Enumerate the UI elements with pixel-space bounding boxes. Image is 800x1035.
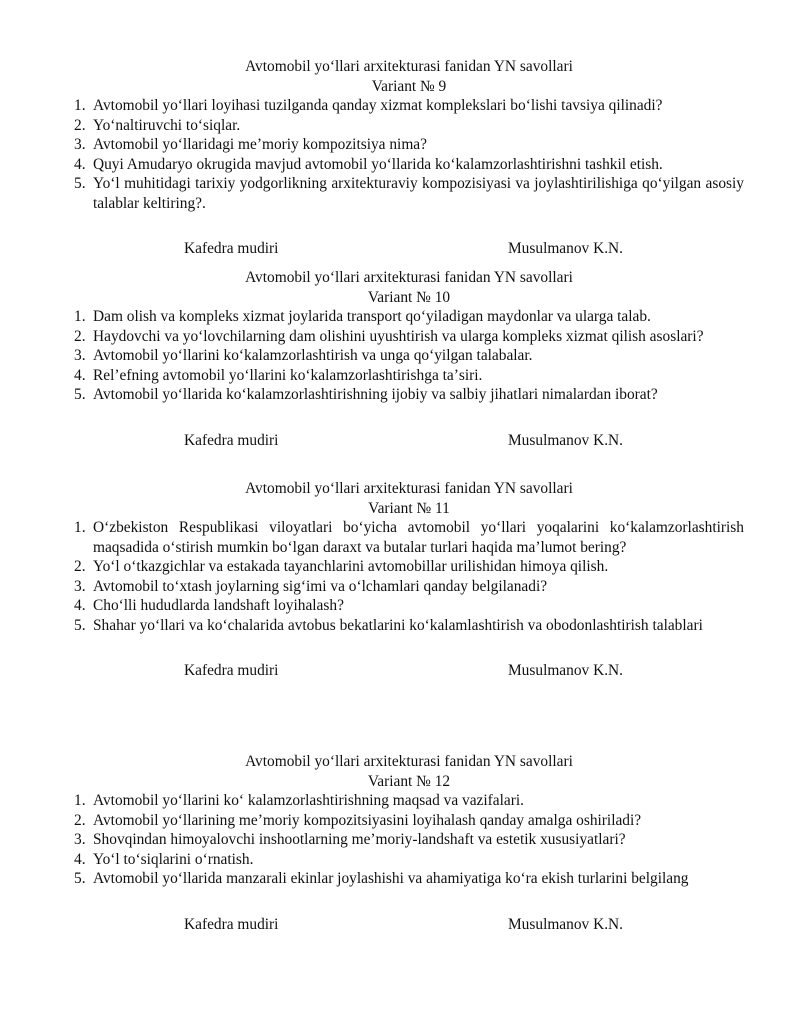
signature-line	[74, 239, 744, 259]
question-text: Shahar yoʻllari va koʻchalarida avtobus bekatlarini koʻkalamlashtirish va obodonlashtirish talablari	[93, 616, 703, 634]
question-text: Dam olish va kompleks xizmat joylarida transport qoʻyiladigan maydonlar va ularga talab.	[93, 308, 651, 325]
question-number: 4.	[74, 597, 86, 614]
question-item	[74, 577, 744, 597]
question-item	[74, 307, 744, 327]
question-item	[74, 811, 744, 831]
question-item	[74, 830, 744, 850]
question-number: 4.	[74, 850, 86, 868]
question-number: 3.	[74, 577, 86, 595]
signature-name: Musulmanov K.N.	[508, 915, 624, 933]
question-text: Relʼefning avtomobil yoʻllarini koʻkalamzorlashtirishga taʼsiri.	[93, 366, 483, 384]
signature-name: Musulmanov K.N.	[508, 431, 624, 449]
block-title: Avtomobil yoʻllari arxitekturasi fanidan YN savollari	[245, 58, 573, 75]
question-text: Avtomobil yoʻllarini koʻ kalamzorlashtirishning maqsad va vazifalari.	[93, 792, 524, 809]
question-text: Oʻzbekiston Respublikasi viloyatlari boʻyicha avtomobil yoʻllari yoqalarini koʻkalamzorlashtirish maqsadida oʻstirish mumkin boʻlgan daraxt va butalar turlari haqida maʼlumot bering?	[93, 519, 744, 556]
question-list	[74, 791, 744, 889]
block-title: Avtomobil yoʻllari arxitekturasi fanidan YN savollari	[245, 753, 573, 770]
question-text: Yoʻl toʻsiqlarini oʻrnatish.	[93, 850, 254, 868]
signature-role: Kafedra mudiri	[184, 431, 279, 449]
question-item	[74, 616, 744, 636]
variant-number: Variant № 12	[367, 772, 451, 790]
question-text: Avtomobil yoʻllaridagi meʼmoriy kompozitsiya nima?	[93, 136, 427, 153]
variant-number: Variant № 9	[371, 77, 447, 95]
signature-name: Musulmanov K.N.	[508, 662, 624, 679]
variant-number: Variant № 10	[367, 288, 451, 306]
question-number: 2.	[74, 558, 86, 575]
question-list	[74, 518, 744, 635]
variant-block-12	[74, 752, 744, 935]
question-item	[74, 791, 744, 811]
question-item	[74, 96, 744, 116]
variant-block-11	[74, 479, 744, 681]
variant-block-9	[74, 57, 744, 259]
question-number: 2.	[74, 116, 86, 134]
signature-role: Kafedra mudiri	[184, 240, 279, 257]
question-text: Yoʻnaltiruvchi toʻsiqlar.	[93, 116, 241, 134]
question-number: 5.	[74, 870, 86, 887]
question-text: Choʻlli hududlarda landshaft loyihalash?	[93, 597, 344, 614]
question-text: Yoʻl muhitidagi tarixiy yodgorlikning arxitekturaviy kompozisiyasi va joylashtirilishiga qoʻyilgan asosiy talablar keltiring?.	[93, 175, 744, 212]
question-number: 1.	[74, 97, 86, 114]
block-title: Avtomobil yoʻllari arxitekturasi fanidan YN savollari	[245, 480, 573, 497]
question-number: 3.	[74, 347, 86, 364]
question-number: 5.	[74, 616, 86, 634]
question-text: Shovqindan himoyalovchi inshootlarning meʼmoriy-landshaft va estetik xususiyatlari?	[93, 831, 626, 848]
question-number: 2.	[74, 811, 86, 829]
question-item	[74, 850, 744, 870]
signature-line	[74, 915, 744, 935]
signature-line	[74, 431, 744, 451]
question-item	[74, 174, 744, 213]
question-item	[74, 346, 744, 366]
variant-number: Variant № 11	[368, 499, 450, 517]
question-item	[74, 155, 744, 175]
question-item	[74, 327, 744, 347]
question-item	[74, 116, 744, 136]
question-list	[74, 307, 744, 405]
question-item	[74, 596, 744, 616]
question-text: Avtomobil yoʻllarini koʻkalamzorlashtirish va unga qoʻyilgan talabalar.	[93, 347, 533, 364]
signature-name: Musulmanov K.N.	[508, 240, 624, 257]
question-number: 5.	[74, 386, 86, 403]
question-number: 5.	[74, 175, 86, 192]
question-text: Quyi Amudaryo okrugida mavjud avtomobil yoʻllarida koʻkalamzorlashtirishni tashkil etish.	[93, 155, 663, 173]
question-number: 3.	[74, 136, 86, 153]
question-item	[74, 557, 744, 577]
question-text: Yoʻl oʻtkazgichlar va estakada tayanchlarini avtomobillar urilishidan himoya qilish.	[93, 558, 609, 575]
signature-role: Kafedra mudiri	[184, 662, 279, 679]
question-number: 3.	[74, 831, 86, 848]
question-number: 2.	[74, 327, 86, 345]
variant-block-10	[74, 268, 744, 451]
question-item	[74, 135, 744, 155]
question-text: Avtomobil yoʻllari loyihasi tuzilganda qanday xizmat komplekslari boʻlishi tavsiya qilinadi?	[93, 97, 663, 114]
question-number: 1.	[74, 519, 86, 536]
question-item	[74, 869, 744, 889]
question-number: 4.	[74, 155, 86, 173]
signature-line	[74, 661, 744, 681]
question-text: Avtomobil yoʻllarida manzarali ekinlar joylashishi va ahamiyatiga koʻra ekish turlarini belgilang	[93, 870, 689, 887]
question-number: 1.	[74, 308, 86, 325]
question-item	[74, 385, 744, 405]
question-item	[74, 366, 744, 386]
question-number: 4.	[74, 366, 86, 384]
signature-role: Kafedra mudiri	[184, 915, 279, 933]
block-title: Avtomobil yoʻllari arxitekturasi fanidan YN savollari	[245, 269, 573, 286]
question-list	[74, 96, 744, 213]
question-text: Avtomobil yoʻllarida koʻkalamzorlashtirishning ijobiy va salbiy jihatlari nimalardan iborat?	[93, 386, 658, 403]
question-text: Haydovchi va yoʻlovchilarning dam olishini uyushtirish va ularga kompleks xizmat qilish asoslari?	[93, 327, 704, 345]
question-number: 1.	[74, 792, 86, 809]
question-text: Avtomobil toʻxtash joylarning sigʻimi va oʻlchamlari qanday belgilanadi?	[93, 577, 548, 595]
question-item	[74, 518, 744, 557]
question-text: Avtomobil yoʻllarining meʼmoriy kompozitsiyasini loyihalash qanday amalga oshiriladi?	[93, 811, 642, 829]
